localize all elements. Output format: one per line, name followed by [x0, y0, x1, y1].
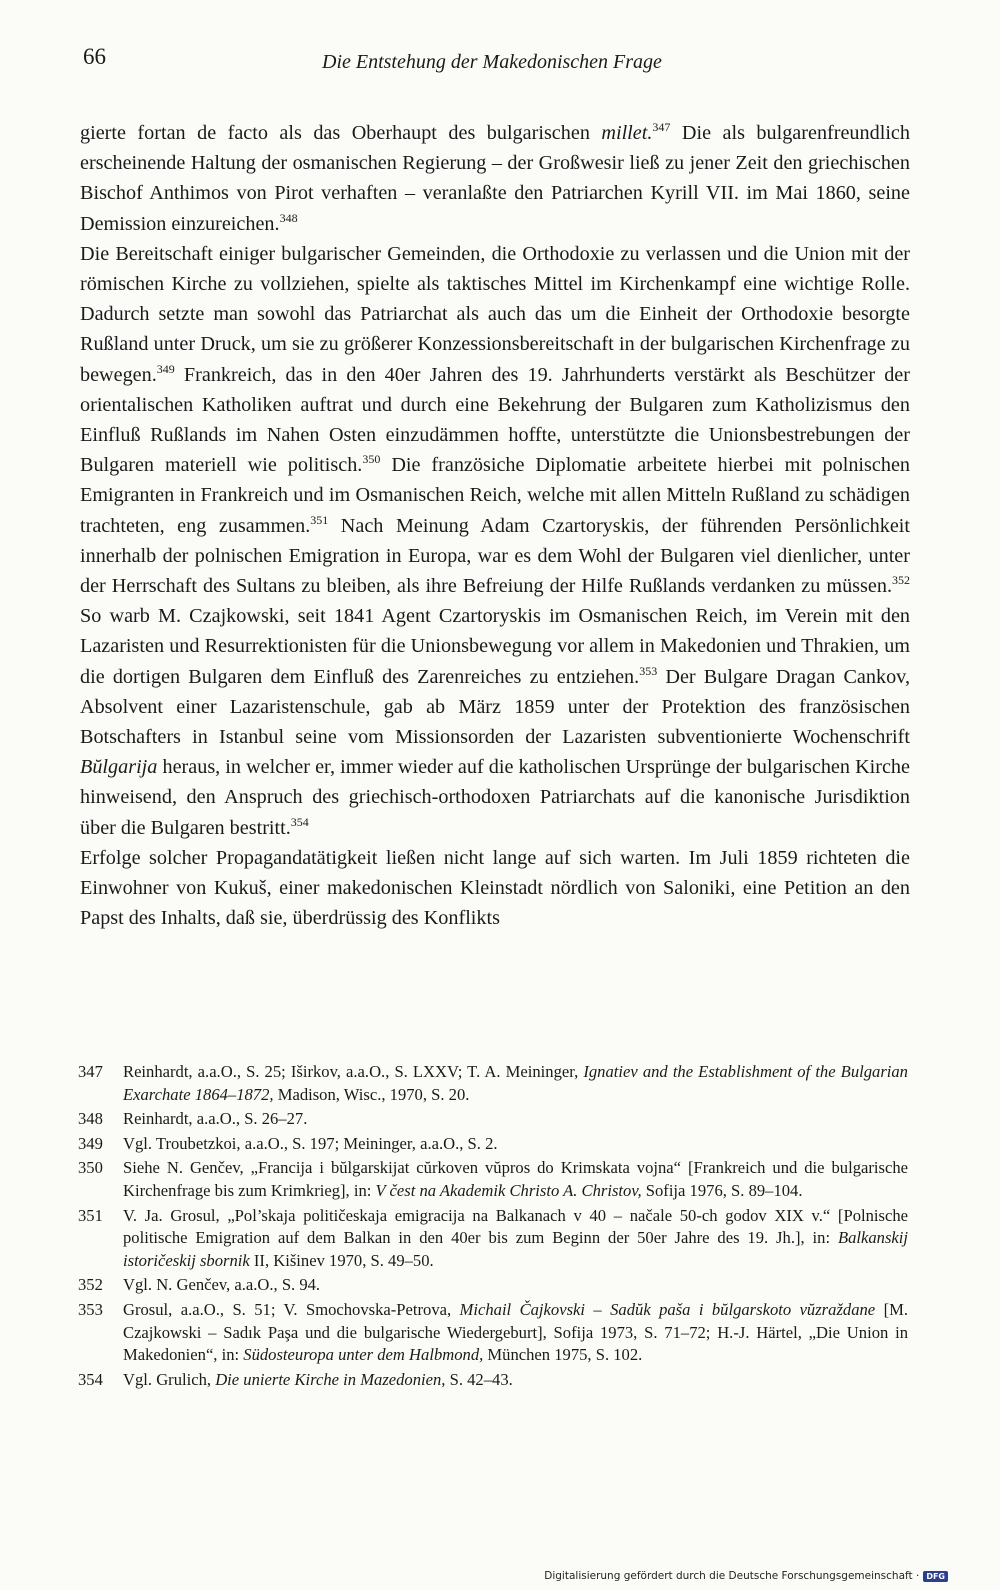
- footnote-run: II, Kišinev 1970, S. 49–50.: [249, 1250, 434, 1270]
- footnote-run: Reinhardt, a.a.O., S. 25; Iširkov, a.a.O., S. LXXV; T. A. Meininger,: [123, 1062, 584, 1081]
- footnote-italic: Balkanskij istoričeskij sbornik: [123, 1228, 908, 1270]
- footnote-text: [123, 1299, 908, 1367]
- text-run: So warb M. Czajkowski, seit 1841 Agent Czartoryskis im Osmanischen Reich, im Verein mit den Lazaristen und Resurrektionisten für die Unionsbewegung vor allem in Makedonien und Thrakien, um die dortigen Bulgaren dem Einfluß des Zarenreiches zu entziehen.: [80, 605, 910, 688]
- main-text: [80, 118, 910, 933]
- footnote-italic: Südosteuropa unter dem Halbmond,: [243, 1345, 484, 1365]
- running-head: Die Entstehung der Makedonischen Frage: [322, 51, 662, 73]
- paragraph: [80, 118, 910, 239]
- footnote-ref-351[interactable]: 351: [310, 512, 329, 527]
- credit-text: Digitalisierung gefördert durch die Deutsche Forschungsgemeinschaft ·: [544, 1570, 920, 1582]
- footnote-text: [123, 1274, 908, 1297]
- footnote-number: 351: [78, 1205, 103, 1225]
- footnote-text: [123, 1108, 908, 1131]
- footnote-run: Grosul, a.a.O., S. 51; V. Smochovska-Petrova,: [123, 1299, 460, 1319]
- footnote-run: Vgl. Grulich,: [123, 1369, 216, 1389]
- text-run: Die Bereitschaft einiger bulgarischer Gemeinden, die Orthodoxie zu verlassen und die Union mit der römischen Kirche zu vollziehen, spielte als taktisches Mittel im Kirchenkampf eine wichtige Rolle. Dadurch setzte man sowohl das Patriarchat als auch das um die Einheit der Orthodoxie besorgte Rußland unter Druck, um sie zu größerer Konzessionsbereitschaft in der bulgarischen Kirchenfrage zu bewegen.: [80, 242, 910, 386]
- footnote-353: [78, 1299, 908, 1367]
- paragraph: [80, 239, 910, 843]
- footnote-ref-349[interactable]: 349: [156, 361, 175, 376]
- text-run: heraus, in welcher er, immer wieder auf die katholischen Ursprünge der bulgarischen Kirche hinweisend, den Anspruch des griechisch-orthodoxen Patriarchats auf die kanonische Jurisdiktion über die Bulgaren bestritt.: [80, 756, 910, 839]
- footnote-run: Vgl. Troubetzkoi, a.a.O., S. 197; Meininger, a.a.O., S. 2.: [123, 1133, 498, 1153]
- text-run: Nach Meinung Adam Czartoryskis, der führenden Persönlichkeit innerhalb der polnischen Emigration in Europa, war es dem Wohl der Bulgaren viel dienlicher, unter der Herrschaft des Sultans zu bleiben, als ihre Befreiung der Hilfe Rußlands verdanken zu müssen.: [80, 514, 910, 598]
- footnote-italic: Die unierte Kirche in Mazedonien,: [215, 1369, 446, 1389]
- text-run: Frankreich, das in den 40er Jahren des 19. Jahrhunderts verstärkt als Beschützer der orientalischen Katholiken auftrat und durch eine Bekehrung der Bulgaren zum Katholizismus den Einfluß Rußlands im Nahen Osten einzudämmen hoffte, unterstützte die Unionsbestrebungen der Bulgaren materiell wie politisch.: [80, 363, 910, 477]
- footnote-351: [78, 1205, 908, 1273]
- footnote-italic: Michail Čajkovski – Sadŭk paša i bŭlgarskoto vŭzraždane: [459, 1299, 876, 1319]
- footnote-ref-353[interactable]: 353: [639, 663, 658, 678]
- paragraph: [80, 843, 910, 934]
- footnote-number: 348: [78, 1109, 103, 1129]
- footnote-run: [M. Czajkowski – Sadık Paşa und die bulgarische Wiedergeburt], Sofija 1973, S. 71–72; H.-J. Härtel, „Die Union in Makedonien“, in:: [123, 1299, 908, 1365]
- footnote-number: 354: [78, 1369, 103, 1389]
- footnote-run: V. Ja. Grosul, „Pol’skaja političeskaja emigracija na Balkanach v 40 – načale 50-ch godov XIX v.“ [Polnische politische Emigration auf dem Balkan in den 40er bis zum Beginn der 50er Jahre des 19. Jh.], in:: [123, 1205, 908, 1248]
- footnote-number: 352: [78, 1275, 103, 1295]
- footnote-run: München 1975, S. 102.: [483, 1345, 643, 1365]
- footnote-ref-350[interactable]: 350: [362, 452, 381, 467]
- dfg-logo: DFG: [923, 1571, 948, 1582]
- footnote-text: [123, 1133, 908, 1156]
- footnote-354: [78, 1369, 908, 1392]
- text-run: gierte fortan de facto als das Oberhaupt des bulgarischen: [80, 122, 602, 144]
- digitization-credit: [544, 1570, 948, 1582]
- page-number: 66: [83, 44, 106, 69]
- footnote-348: [78, 1108, 908, 1131]
- footnote-number: 347: [78, 1062, 103, 1081]
- footnote-run: Vgl. N. Genčev, a.a.O., S. 94.: [123, 1275, 321, 1295]
- footnote-run: Sofija 1976, S. 89–104.: [641, 1180, 803, 1200]
- footnote-ref-347[interactable]: 347: [652, 120, 671, 134]
- footnotes: [78, 1061, 908, 1393]
- text-run: Die als bulgarenfreundlich erscheinende Haltung der osmanischen Regierung – der Großwesir ließ zu jener Zeit den griechischen Bischof Anthimos von Pirot verhaften – veranlaßte den Patriarchen Kyrill VII. im Mai 1860, seine Demission einzureichen.: [80, 122, 910, 235]
- footnote-run: Siehe N. Genčev, „Francija i bŭlgarskijat cŭrkoven vŭpros do Krimskata vojna“ [Frankreich und die bulgarische Kirchenfrage bis zum Krimkrieg], in:: [123, 1158, 908, 1200]
- footnote-number: 349: [78, 1133, 103, 1153]
- footnote-run: Madison, Wisc., 1970, S. 20.: [273, 1084, 470, 1104]
- footnote-text: [123, 1061, 908, 1106]
- italic-term: Bŭlgarija: [80, 756, 158, 779]
- footnote-349: [78, 1133, 908, 1156]
- footnote-number: 353: [78, 1299, 103, 1319]
- footnote-text: [123, 1369, 908, 1392]
- footnote-run: Reinhardt, a.a.O., S. 26–27.: [123, 1109, 308, 1129]
- footnote-352: [78, 1274, 908, 1297]
- footnote-text: [123, 1157, 908, 1202]
- footnote-italic: Ignatiev and the Establishment of the Bulgarian Exarchate 1864–1872,: [123, 1062, 908, 1104]
- text-run: Die französiche Diplomatie arbeitete hierbei mit polnischen Emigranten in Frankreich und im Osmanischen Reich, welche mit allen Mitteln Rußland zu schädigen trachteten, eng zusammen.: [80, 454, 911, 537]
- footnote-ref-348[interactable]: 348: [279, 210, 298, 225]
- footnote-text: [123, 1205, 908, 1273]
- footnote-run: S. 42–43.: [445, 1369, 513, 1389]
- footnote-italic: V čest na Akademik Christo A. Christov,: [375, 1180, 642, 1200]
- italic-term: millet.: [601, 122, 653, 144]
- footnote-ref-352[interactable]: 352: [892, 573, 910, 588]
- footnote-347: [78, 1061, 908, 1106]
- footnote-ref-354[interactable]: 354: [290, 814, 309, 829]
- footnote-350: [78, 1157, 908, 1202]
- text-run: Der Bulgare Dragan Cankov, Absolvent einer Lazaristenschule, gab ab März 1859 unter der Protektion des französischen Botschafters in Istanbul seine vom Missionsorden der Lazaristen subventionierte Wochenschrift: [80, 665, 910, 749]
- text-run: Erfolge solcher Propagandatätigkeit ließen nicht lange auf sich warten. Im Juli 1859 richteten die Einwohner von Kukuš, einer makedonischen Kleinstadt nördlich von Saloniki, eine Petition an den Papst des Inhalts, daß sie, überdrüssig des Konflikts: [80, 846, 910, 930]
- footnote-number: 350: [78, 1158, 103, 1178]
